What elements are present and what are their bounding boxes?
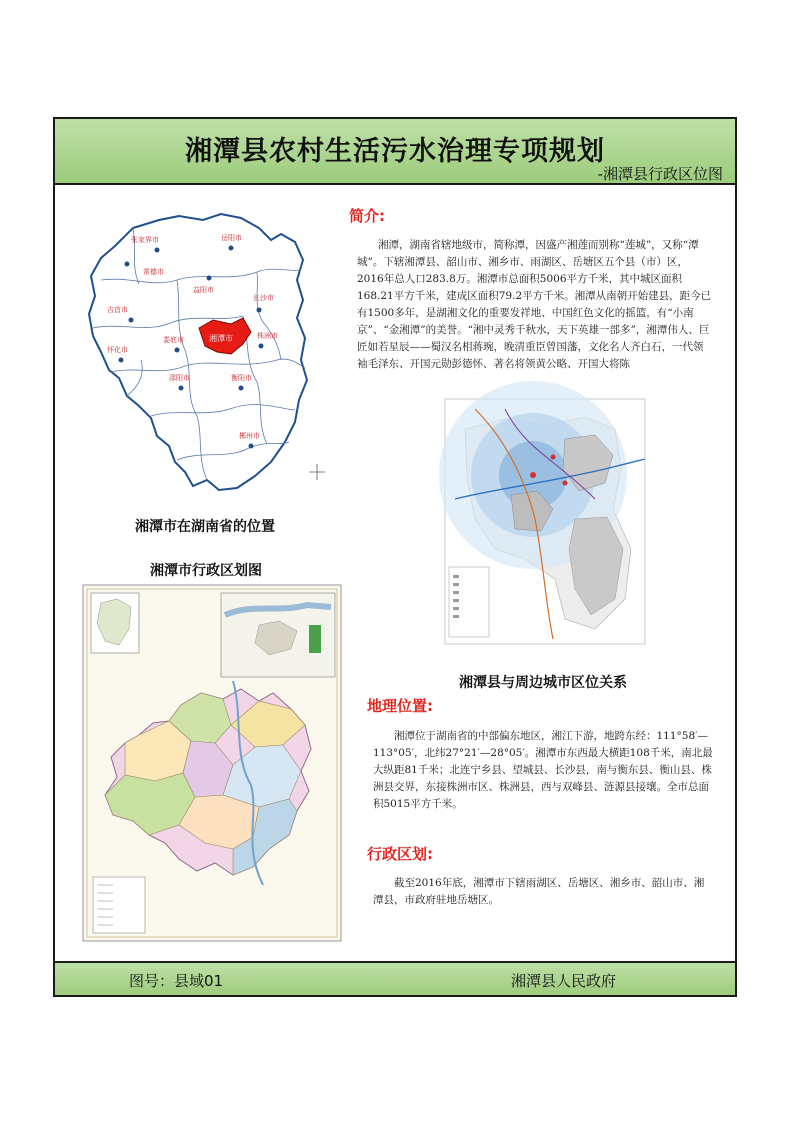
highlight-label: 湘潭市 — [209, 334, 233, 343]
city-label: 吉首市 — [107, 306, 128, 314]
city-label: 郴州市 — [239, 432, 260, 440]
caption-hunan-map: 湘潭市在湖南省的位置 — [135, 519, 275, 535]
page-frame — [53, 117, 737, 997]
city-label: 娄底市 — [163, 336, 184, 344]
page-subtitle: -湘潭县行政区位图 — [597, 165, 723, 183]
city-label: 益阳市 — [193, 286, 214, 294]
regional-relation-map — [445, 399, 645, 644]
city-label: 怀化市 — [107, 346, 128, 354]
compass-icon — [309, 464, 325, 480]
organization-name: 湘潭县人民政府 — [511, 972, 617, 990]
admin-paragraph: 截至2016年底，湘潭市下辖雨湖区、岳塘区、湘乡市、韶山市、湘潭县，市政府驻地岳塘区。 — [373, 877, 705, 906]
hunan-province-map — [81, 210, 331, 505]
caption-city-map: 湘潭市行政区划图 — [150, 563, 262, 579]
map-legend — [93, 877, 145, 933]
city-label: 张家界市 — [131, 236, 159, 244]
geography-paragraph: 湘潭位于湖南省的中部偏东地区，湘江下游，地跨东经：111°58′—113°05′，北纬27°21′—28°05′。湘潭市东西最大横距108千米，南北最大纵距81千米；北连宁乡县、望城县、长沙县，南与衡东县、衡山县、株洲县交界，东接株洲市区、株洲县，西与双峰县、涟源县接壤。全市总面积5015平方千米。 — [373, 730, 713, 810]
figure-number: 图号：县域01 — [129, 972, 224, 990]
intro-paragraph: 湘潭，湖南省辖地级市，简称潭，因盛产湘莲而别称“莲城”，又称“潭城”。下辖湘潭县、韶山市、湘乡市、雨湖区、岳塘区五个县（市）区，2016年总人口283.8万。湘潭市总面积5006平方千米，其中城区面积168.21平方千米，建成区面积79.2平方千米。湘潭从南朝开始建县，距今已有1500多年，是湖湘文化的重要发祥地、中国红色文化的摇篮，有“小南京”、“金湘潭”的美誉。“湘中灵秀千秋水，天下英雄一部多”，湘潭伟人、巨匠如若星辰——蜀汉名相蒋琬，晚清重臣曾国藩，文化名人齐白石，一代领袖毛泽东、开国元勋彭德怀、著名将领黄公略、开国大将陈 — [357, 239, 712, 370]
caption-regional-map: 湘潭县与周边城市区位关系 — [459, 675, 627, 691]
page-title: 湘潭县农村生活污水治理专项规划 — [185, 136, 605, 167]
xiangtan-admin-map — [83, 585, 341, 941]
city-label: 常德市 — [143, 268, 164, 276]
city-label: 衡阳市 — [231, 374, 252, 382]
city-label: 株洲市 — [257, 332, 278, 340]
header-bar — [55, 119, 735, 185]
geography-heading: 地理位置: — [367, 697, 433, 715]
intro-heading: 简介: — [349, 207, 385, 225]
city-label: 邵阳市 — [169, 374, 190, 382]
footer-bar — [55, 961, 735, 995]
city-label: 长沙市 — [253, 294, 274, 302]
admin-heading: 行政区划: — [367, 845, 433, 863]
city-label: 岳阳市 — [221, 234, 242, 242]
